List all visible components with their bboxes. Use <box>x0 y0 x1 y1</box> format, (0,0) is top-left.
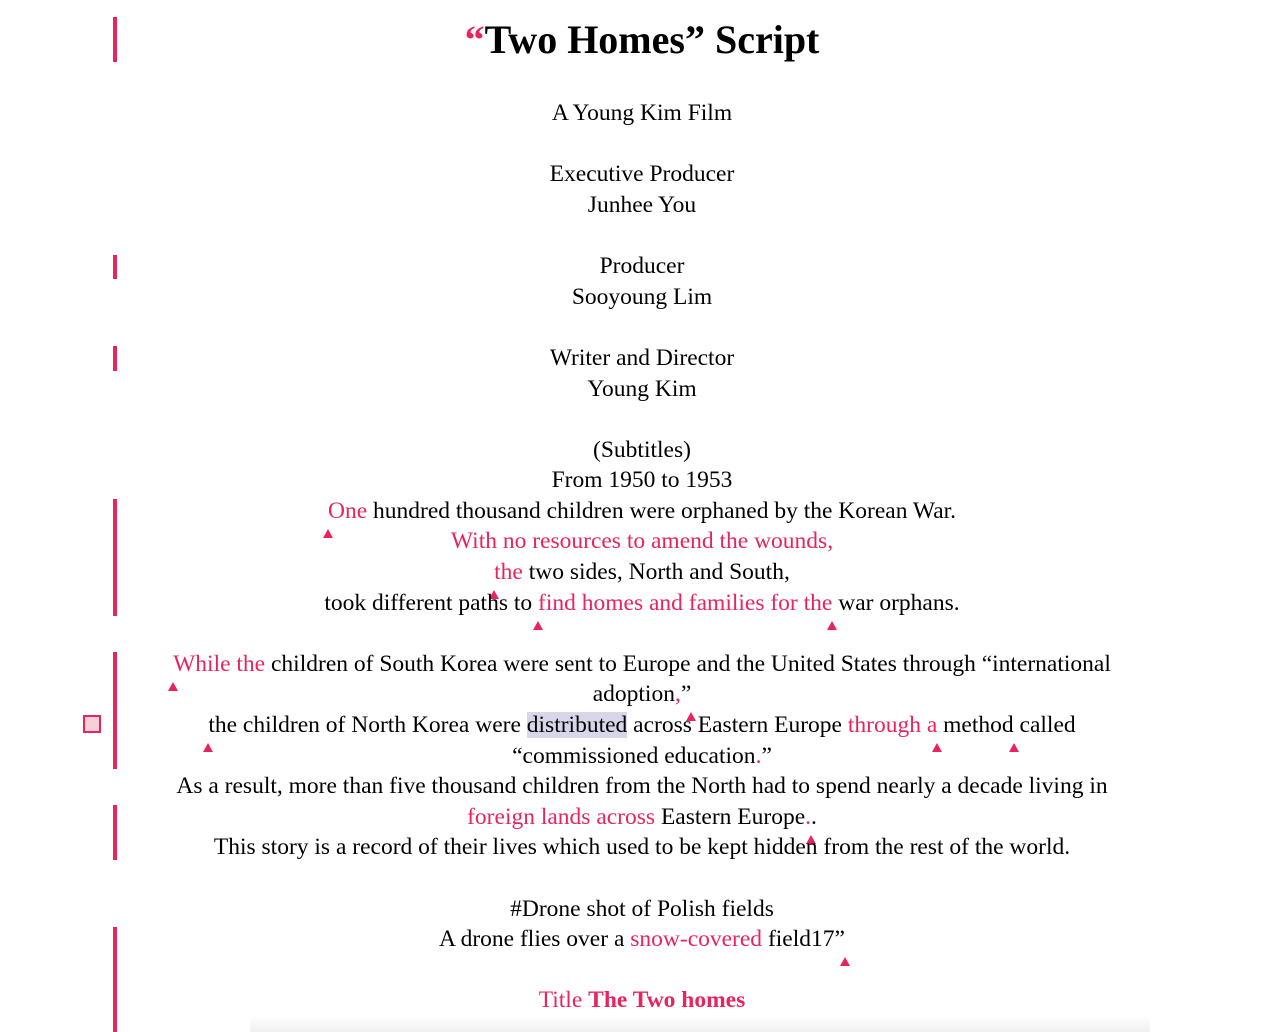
tracked-insertion[interactable]: , <box>674 681 681 707</box>
credit-line: Writer and Director <box>549 345 735 371</box>
tracked-insertion[interactable]: through <box>847 712 921 738</box>
credit-line: Young Kim <box>587 376 697 402</box>
change-bar <box>113 652 117 769</box>
tracked-insertion[interactable]: snow-covered <box>630 926 763 952</box>
credit-line: Executive Producer <box>549 161 735 187</box>
tracked-insertion[interactable]: One <box>327 498 368 524</box>
subtitle-line: the children of North Korea were distributed across Eastern Europe through a method called <box>208 712 1076 738</box>
change-bar <box>113 805 117 860</box>
credit-line: Junhee You <box>587 192 697 218</box>
credit-line: Producer <box>599 253 685 279</box>
subtitle-line: One hundred thousand children were orphaned by the Korean War. <box>327 498 957 524</box>
document-title: “Two Homes” Script <box>464 17 820 62</box>
subtitle-line: took different paths to find homes and families for the war orphans. <box>324 590 960 616</box>
title-card-line <box>140 985 1144 1016</box>
change-bar <box>113 255 117 279</box>
subtitle-line: adoption,” <box>592 681 692 707</box>
subtitle-line <box>140 526 1144 557</box>
tracked-insertion[interactable]: the <box>494 559 523 585</box>
subtitle-line: the two sides, North and South, <box>494 559 790 585</box>
tracked-insertion[interactable]: Title <box>538 987 589 1013</box>
tracked-insertion[interactable]: While the <box>173 651 266 677</box>
comment-marker-icon[interactable] <box>83 715 101 733</box>
tracked-insertion[interactable]: . <box>755 743 762 769</box>
subtitle-line: While the children of South Korea were sent to Europe and the United States through “international <box>173 651 1111 677</box>
tracked-insertion[interactable]: find homes and families for the <box>538 590 833 616</box>
scene-direction: A drone flies over a snow-covered field17” <box>439 926 845 952</box>
change-bar <box>113 346 117 371</box>
commented-text-highlight[interactable]: distributed <box>526 712 628 738</box>
change-bar <box>113 927 117 1032</box>
scene-direction: #Drone shot of Polish fields <box>510 896 774 922</box>
tracked-insertion[interactable]: foreign lands across <box>467 804 656 830</box>
subtitle-line: “commissioned education.” <box>512 743 772 769</box>
tracked-insertion[interactable]: The Two homes <box>588 987 746 1013</box>
credit-line: A Young Kim Film <box>551 100 733 126</box>
subtitle-line: From 1950 to 1953 <box>551 467 733 493</box>
subtitle-line: As a result, more than five thousand children from the North had to spend nearly a decade living in <box>176 773 1108 799</box>
change-bar <box>113 17 117 62</box>
subtitle-heading: (Subtitles) <box>593 437 691 463</box>
inserted-quote: “ <box>464 17 485 62</box>
tracked-insertion[interactable]: . <box>805 804 812 830</box>
credit-line: Sooyoung Lim <box>571 284 713 310</box>
subtitle-line: This story is a record of their lives which used to be kept hidden from the rest of the world. <box>213 834 1071 860</box>
tracked-insertion[interactable]: With no resources to amend the wounds, <box>450 528 834 554</box>
change-bar <box>113 499 117 616</box>
page-edge-shadow <box>250 1016 1150 1032</box>
tracked-insertion[interactable]: a <box>926 712 938 738</box>
subtitle-line: foreign lands across Eastern Europe.. <box>467 804 817 830</box>
